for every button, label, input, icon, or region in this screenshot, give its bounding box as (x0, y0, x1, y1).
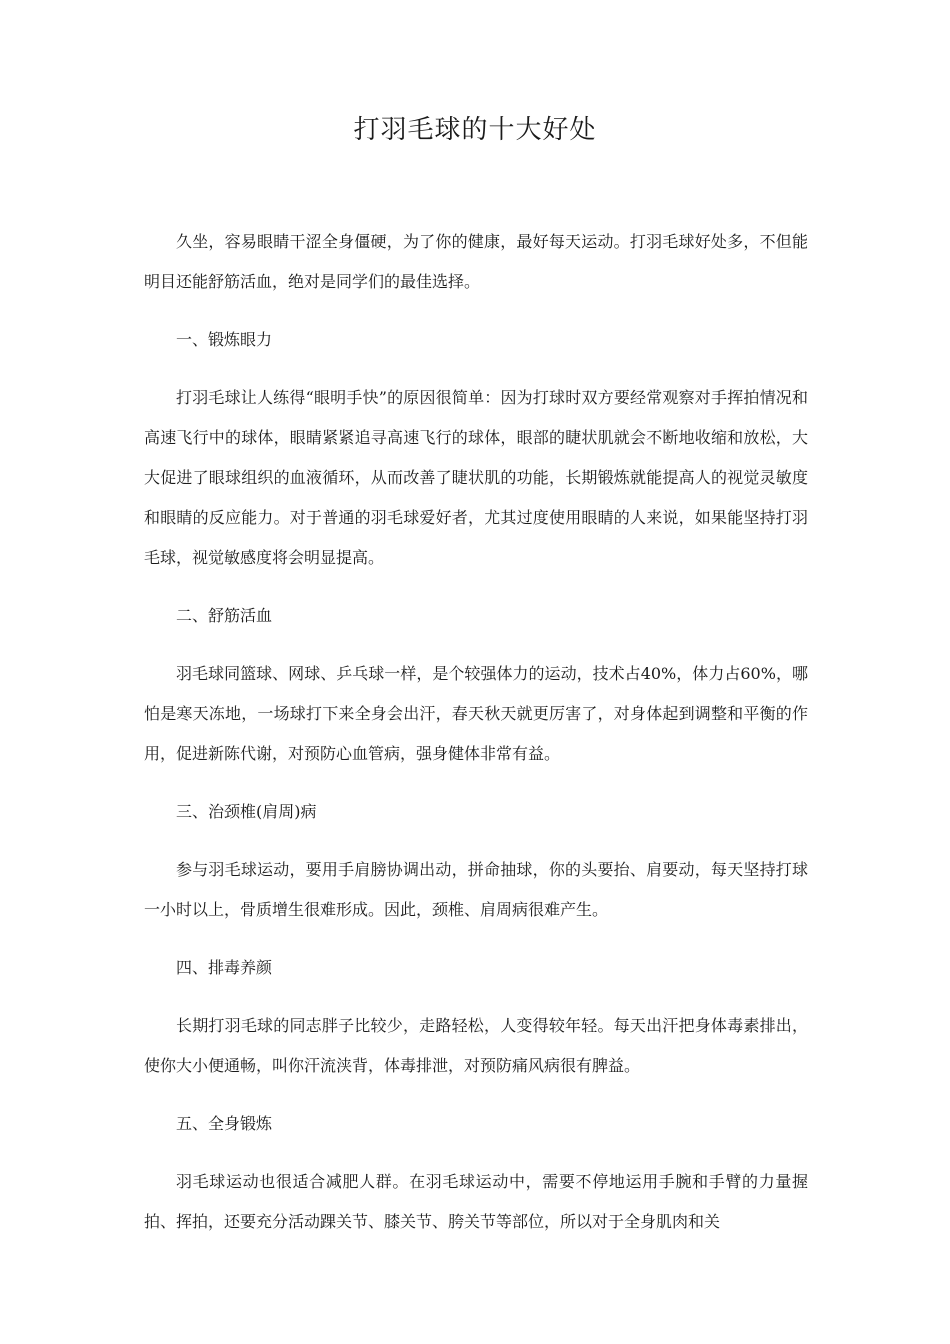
section-body-2: 羽毛球同篮球、网球、乒乓球一样，是个较强体力的运动，技术占40%，体力占60%，哪怕是寒天冻地，一场球打下来全身会出汗，春天秋天就更厉害了，对身体起到调整和平衡的作用，促进新陈代谢，对预防心血管病，强身健体非常有益。 (144, 664, 808, 763)
section-heading-3: 三、治颈椎(肩周)病 (176, 802, 317, 821)
section-heading-5: 五、全身锻炼 (176, 1114, 273, 1133)
section-body-1: 打羽毛球让人练得“眼明手快”的原因很简单：因为打球时双方要经常观察对手挥拍情况和高速飞行中的球体，眼睛紧紧追寻高速飞行的球体，眼部的睫状肌就会不断地收缩和放松，大大促进了眼球组织的血液循环，从而改善了睫状肌的功能，长期锻炼就能提高人的视觉灵敏度和眼睛的反应能力。对于普通的羽毛球爱好者，尤其过度使用眼睛的人来说，如果能坚持打羽毛球，视觉敏感度将会明显提高。 (144, 388, 808, 567)
section-heading-4: 四、排毒养颜 (176, 958, 273, 977)
section-body-5: 羽毛球运动也很适合减肥人群。在羽毛球运动中，需要不停地运用手腕和手臂的力量握拍、挥拍，还要充分活动踝关节、膝关节、胯关节等部位，所以对于全身肌肉和关 (144, 1172, 808, 1231)
intro-paragraph: 久坐，容易眼睛干涩全身僵硬，为了你的健康，最好每天运动。打羽毛球好处多，不但能明目还能舒筋活血，绝对是同学们的最佳选择。 (144, 232, 808, 291)
section-body-3: 参与羽毛球运动，要用手肩膀协调出动，拼命抽球，你的头要抬、肩要动，每天坚持打球一小时以上，骨质增生很难形成。因此，颈椎、肩周病很难产生。 (144, 860, 808, 919)
document-body (144, 222, 808, 1260)
section-heading-1: 一、锻炼眼力 (176, 330, 273, 349)
section-heading-2: 二、舒筋活血 (176, 606, 273, 625)
document-title: 打羽毛球的十大好处 (353, 115, 597, 145)
section-body-4: 长期打羽毛球的同志胖子比较少，走路轻松，人变得较年轻。每天出汗把身体毒素排出，使你大小便通畅，叫你汗流浃背，体毒排泄，对预防痛风病很有脾益。 (144, 1016, 808, 1075)
